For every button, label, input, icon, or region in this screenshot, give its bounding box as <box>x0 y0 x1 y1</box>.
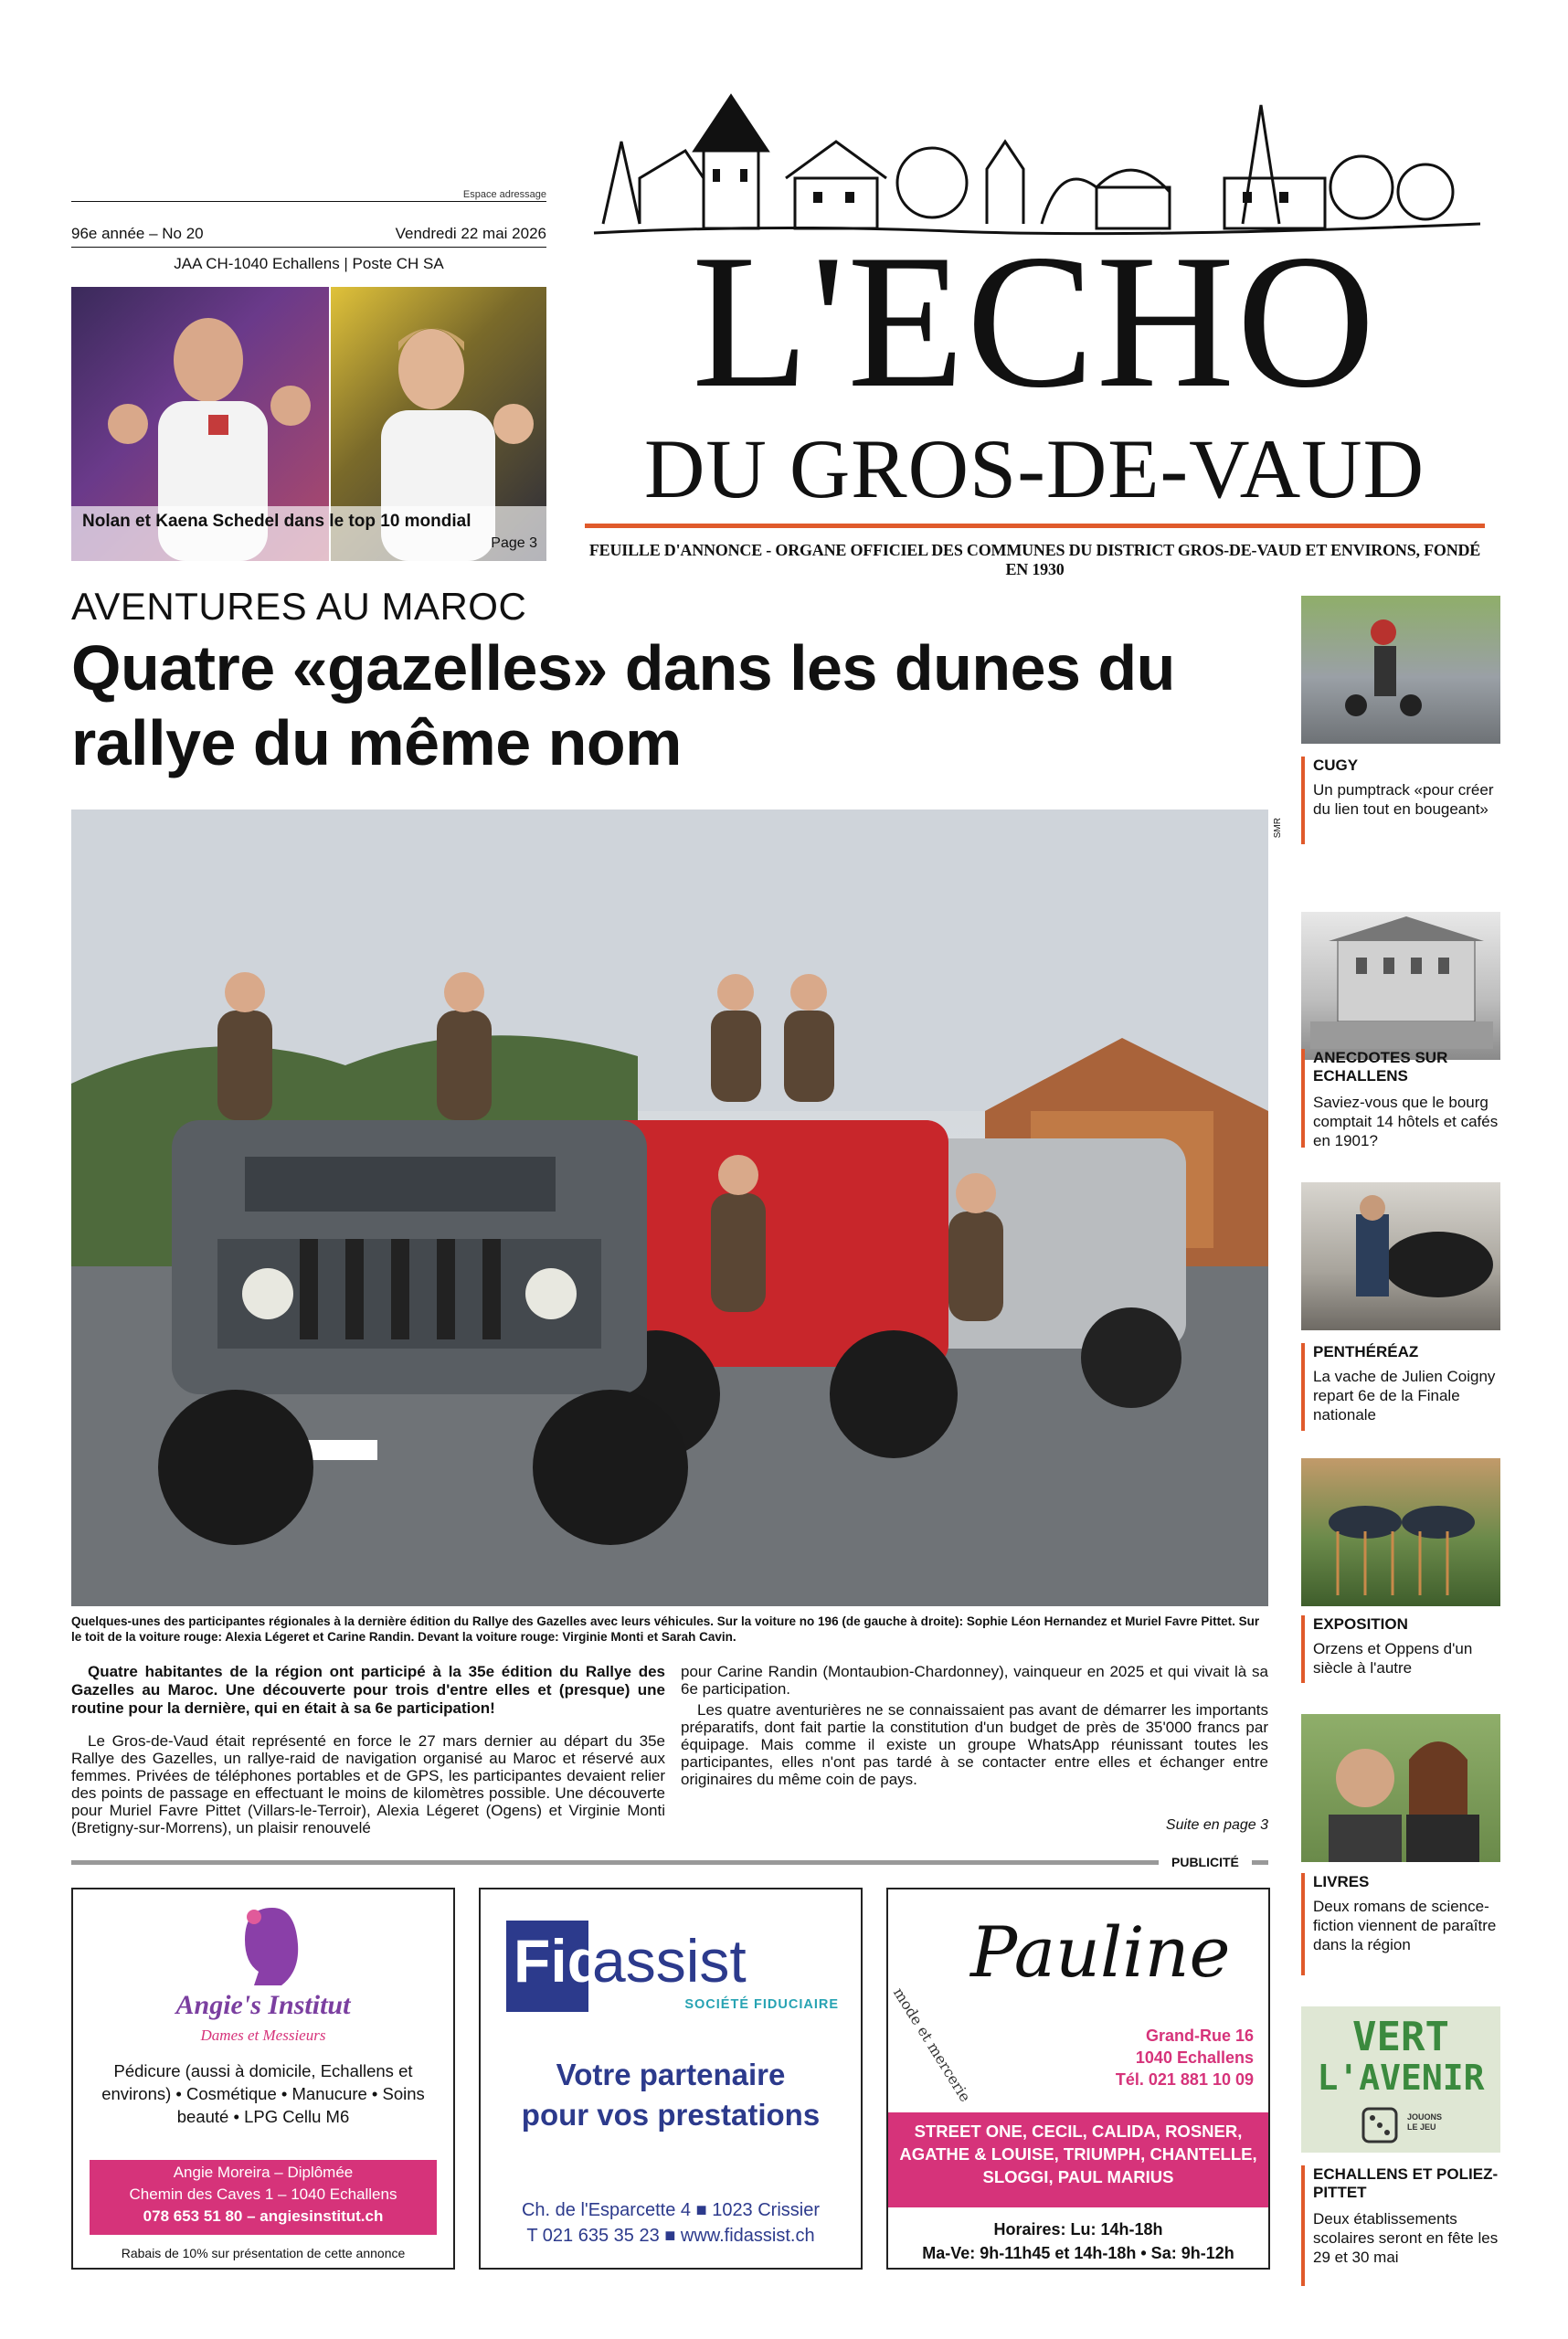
sidebar-accent <box>1301 1615 1305 1683</box>
pumptrack-illustration <box>1301 596 1500 744</box>
sculpture-illustration <box>1301 1458 1500 1606</box>
fidassist-tel[interactable]: T 021 635 35 23 ■ www.fidassist.ch <box>526 2226 815 2246</box>
ad-pauline[interactable] <box>886 1888 1270 2270</box>
vert-line1: VERT <box>1352 2014 1449 2060</box>
angie-services: Pédicure (aussi à domicile, Echallens et environs) • Cosmétique • Manucure • Soins beauté • LPG Cellu M6 <box>101 2061 425 2126</box>
header-rule-top <box>71 201 546 202</box>
fidassist-logo-b: assist <box>592 1927 747 1995</box>
photo-credit: SMR <box>1273 818 1283 839</box>
sidebar-photo-anecdotes[interactable] <box>1301 912 1500 1060</box>
article-headline[interactable]: Quatre «gazelles» dans les dunes du rallye du même nom <box>71 632 1175 778</box>
angie-name: Angie's Institut <box>175 1990 351 2020</box>
game-cube-icon <box>1360 2105 1400 2145</box>
angie-contact1: Angie Moreira – Diplômée <box>173 2164 354 2181</box>
teaser-page: Page 3 <box>491 535 537 551</box>
address-zone: Espace adressage <box>462 189 546 200</box>
masthead-title: L'ECHO <box>692 216 1377 428</box>
sidebar-photo-vache[interactable] <box>1301 1182 1500 1330</box>
angie-discount: Rabais de 10% sur présentation de cette annonce <box>121 2246 406 2260</box>
fidassist-slogan2: pour vos prestations <box>521 2098 821 2132</box>
cow-illustration <box>1301 1182 1500 1330</box>
fidassist-address: Ch. de l'Esparcette 4 ■ 1023 Crissier <box>521 2200 821 2220</box>
sidebar-photo-exposition[interactable] <box>1301 1458 1500 1606</box>
continued-link[interactable]: Suite en page 3 <box>1165 1817 1268 1833</box>
sidebar-accent <box>1301 1873 1305 1975</box>
sidebar-photo-cugy[interactable] <box>1301 596 1500 744</box>
pauline-logo: Pauline <box>970 1911 1231 1993</box>
pauline-brands: STREET ONE, CECIL, CALIDA, ROSNER, AGATHE & LOUISE, TRIUMPH, CHANTELLE, SLOGGI, PAUL MARIUS <box>899 2122 1257 2186</box>
sidebar-text-anecdotes[interactable]: Saviez-vous que le bourg comptait 14 hôtels et cafés en 1901? <box>1313 1094 1499 1149</box>
postal-line: JAA CH-1040 Echallens | Poste CH SA <box>174 255 444 272</box>
sidebar-kicker-penthereaz: PENTHÉRÉAZ <box>1313 1343 1419 1360</box>
ad-fidassist[interactable] <box>479 1888 863 2270</box>
angie-sub: Dames et Messieurs <box>200 2027 326 2044</box>
pauline-tel[interactable]: Tél. 021 881 10 09 <box>1115 2070 1254 2089</box>
sidebar-text-penthereaz[interactable]: La vache de Julien Coigny repart 6e de la Finale nationale <box>1313 1368 1496 1424</box>
sidebar-text-exposition[interactable]: Orzens et Oppens d'un siècle à l'autre <box>1313 1640 1473 1677</box>
vert-line2: L'AVENIR <box>1317 2058 1485 2098</box>
sidebar-kicker-livres: LIVRES <box>1313 1873 1370 1890</box>
sidebar-kicker-anecdotes: ANECDOTES SUR ECHALLENS <box>1313 1049 1448 1085</box>
main-photo[interactable] <box>71 810 1268 1606</box>
vert-badge: JOUONS LE JEU <box>1407 2112 1443 2132</box>
sidebar-kicker-cugy: CUGY <box>1313 757 1359 774</box>
angie-contact3[interactable]: 078 653 51 80 – angiesinstitut.ch <box>143 2207 384 2225</box>
pauline-addr1: Grand-Rue 16 <box>1145 2027 1254 2045</box>
ads-divider-end <box>1252 1860 1268 1865</box>
sidebar-accent <box>1301 757 1305 844</box>
authors-illustration <box>1301 1714 1500 1862</box>
woman-profile-logo-icon <box>227 1899 303 1990</box>
sidebar-accent <box>1301 1049 1305 1148</box>
masthead-tagline: FEUILLE D'ANNONCE - ORGANE OFFICIEL DES COMMUNES DU DISTRICT GROS-DE-VAUD ET ENVIRONS, FONDÉ EN 1930 <box>588 541 1481 578</box>
teaser-caption[interactable]: Nolan et Kaena Schedel dans le top 10 mondial <box>82 512 471 531</box>
sidebar-accent <box>1301 2165 1305 2286</box>
sidebar-text-livres[interactable]: Deux romans de science-fiction viennent de paraître dans la région <box>1313 1898 1497 1953</box>
issue-number: 96e année – No 20 <box>71 225 204 242</box>
article-lead: Quatre habitantes de la région ont participé à la 35e édition du Rallye des Gazelles au Maroc. Une découverte pour trois d'entre elles et (presque) une routine pour la dernière, qui en était à sa 6e participation! <box>71 1663 665 1717</box>
article-body-col2a: pour Carine Randin (Montaubion-Chardonney), vainqueur en 2025 et qui vivait là sa 6e participation. <box>681 1663 1268 1698</box>
issue-date: Vendredi 22 mai 2026 <box>395 225 546 242</box>
pauline-hours2: Ma-Ve: 9h-11h45 et 14h-18h • Sa: 9h-12h <box>922 2244 1234 2262</box>
angie-contact2: Chemin des Caves 1 – 1040 Echallens <box>129 2186 397 2203</box>
article-kicker: AVENTURES AU MAROC <box>71 585 527 628</box>
sidebar-accent <box>1301 1343 1305 1431</box>
sidebar-photo-livres[interactable] <box>1301 1714 1500 1862</box>
old-building-illustration <box>1301 912 1500 1060</box>
article-body-col1: Le Gros-de-Vaud était représenté en force le 27 mars dernier au départ du 35e Rallye des Gazelles, un rallye-raid de navigation organisé au Maroc et réservé aux femmes. Privées de téléphones portables et de GPS, les participantes devaient relier des points de passage en effectuant le moins de kilomètres possible. Une découverte pour Muriel Favre Pittet (Villars-le-Terroir), Alexia Légeret (Ogens) et Virginie Monti (Bretigny-sur-Morrens), un plaisir renouvelé <box>71 1732 665 1836</box>
pauline-arc: mode et mercerie <box>889 1984 975 2105</box>
masthead-accent-rule <box>585 524 1485 528</box>
masthead-subtitle: DU GROS-DE-VAUD <box>643 422 1425 515</box>
sidebar-kicker-echallens: ECHALLENS ET POLIEZ-PITTET <box>1313 2165 1499 2201</box>
article-body-col2b: Les quatre aventurières ne se connaissaient pas avant de démarrer les importants préparatifs, dont fait partie la constitution d'un budget de près de 35'000 francs par équipage. Mais comme il existe un groupe WhatsApp réunissant toutes les participantes, elles n'ont pas tardé à se contacter entre elles et échanger entre originaires du même coin de pays. <box>681 1701 1268 1788</box>
header-rule-mid <box>71 247 546 248</box>
fidassist-slogan1: Votre partenaire <box>556 2058 786 2091</box>
ad-angies-institut[interactable] <box>71 1888 455 2270</box>
ads-divider <box>71 1860 1159 1865</box>
pauline-addr2: 1040 Echallens <box>1135 2048 1254 2067</box>
rally-cars-illustration <box>71 810 1268 1606</box>
sidebar-text-cugy[interactable]: Un pumptrack «pour créer du lien tout en bougeant» <box>1313 781 1494 818</box>
vert-avenir-graphic[interactable] <box>1301 2006 1500 2153</box>
sidebar-kicker-exposition: EXPOSITION <box>1313 1615 1408 1633</box>
fidassist-sub: SOCIÉTÉ FIDUCIAIRE <box>684 1997 839 2012</box>
photo-caption: Quelques-unes des participantes régionales à la dernière édition du Rallye des Gazelles avec leurs véhicules. Sur la voiture no 196 (de gauche à droite): Sophie Léon Hernandez et Muriel Favre Pittet. Sur le toit de la voiture rouge: Alexia Légeret et Carine Randin. Devant la voiture rouge: Virginie Monti et Sarah Cavin. <box>71 1614 1260 1644</box>
ads-section-label: PUBLICITÉ <box>1171 1855 1239 1869</box>
pauline-hours1: Horaires: Lu: 14h-18h <box>993 2220 1163 2238</box>
fidassist-logo-a: Fid <box>514 1927 604 1995</box>
sidebar-text-echallens[interactable]: Deux établissements scolaires seront en fête les 29 et 30 mai <box>1313 2210 1499 2266</box>
